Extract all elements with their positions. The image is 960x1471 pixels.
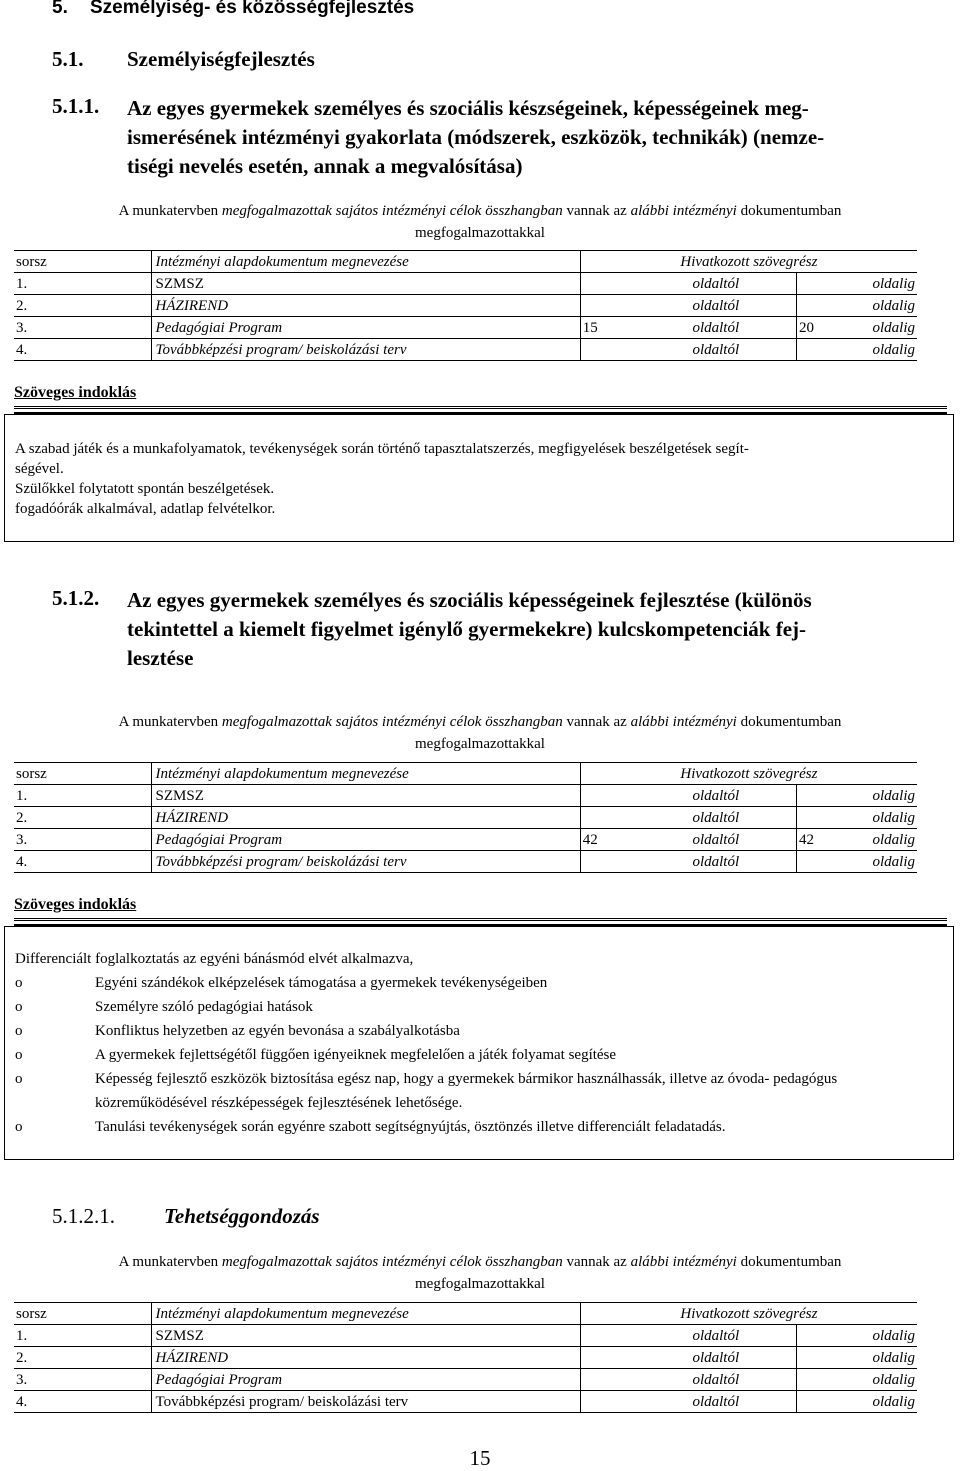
heading-5-1-2-number: 5.1.2. — [52, 586, 100, 610]
table-row: 1. SZMSZ oldaltól oldalig — [14, 785, 917, 807]
list-item: o A gyermekek fejlettségétől függően igényeiknek megfelelően a játék folyamat segítése — [15, 1047, 617, 1063]
reference-table-3 — [14, 1302, 917, 1413]
table-row: 3. Pedagógiai Program oldaltól oldalig — [14, 1369, 917, 1391]
heading-5-1-1-text: Az egyes gyermekek személyes és szociális készségeinek, képességeinek meg- ismerésének intézményi gyakorlata (módszerek, eszközök, technikák) (nemze- tiségi nevelés esetén, annak a megvalósítása) — [127, 96, 825, 178]
intro-text-1: A munkatervben megfogalmazottak sajátos intézményi célok összhangban vannak az alábbi intézményi dokumentumban megfogalmazottakkal — [118, 203, 842, 241]
list-item: o Konfliktus helyzetben az egyén bevonása a szabályalkotásba — [15, 1023, 460, 1039]
table-row: 3. Pedagógiai Program 42 oldaltól 42 oldalig — [14, 829, 917, 851]
heading-5-1-2-text: Az egyes gyermekek személyes és szociális képességeinek fejlesztése (különös tekintettel a kiemelt figyelmet igénylő gyermekekre) kulcskompetenciák fej- lesztése — [127, 588, 812, 670]
table-row: 4. Továbbképzési program/ beiskolázási terv oldaltól oldalig — [14, 851, 917, 873]
table-row: 4. Továbbképzési program/ beiskolázási terv oldaltól oldalig — [14, 1391, 917, 1413]
list-item: o Tanulási tevékenységek során egyénre szabott segítségnyújtás, ösztönzés illetve differenciált feladatadás. — [15, 1119, 726, 1135]
double-rule — [14, 918, 947, 923]
table-row: 2. HÁZIREND oldaltól oldalig — [14, 807, 917, 829]
table-header-row: sorsz Intézményi alapdokumentum megnevezése Hivatkozott szövegrész — [14, 1303, 917, 1325]
table-row: 2. HÁZIREND oldaltól oldalig — [14, 295, 917, 317]
table-header-row: sorsz Intézményi alapdokumentum megnevezése Hivatkozott szövegrész — [14, 763, 917, 785]
table-row: 4. Továbbképzési program/ beiskolázási terv oldaltól oldalig — [14, 339, 917, 361]
page-number: 15 — [469, 1446, 491, 1470]
indoklas-heading-2: Szöveges indoklás — [14, 896, 137, 913]
list-item: o Képesség fejlesztő eszközök biztosítása egész nap, hogy a gyermekek bármikor használhassák, illetve az óvoda- pedagógus közreműködésével részképességek fejlesztésének lehetősége. — [15, 1071, 838, 1111]
heading-5-1: 5.1. Személyiségfejlesztés — [52, 47, 315, 71]
heading-5-1-2-1: 5.1.2.1. Tehetséggondozás — [52, 1204, 320, 1228]
table-row: 2. HÁZIREND oldaltól oldalig — [14, 1347, 917, 1369]
table-row: 3. Pedagógiai Program 15 oldaltól 20 oldalig — [14, 317, 917, 339]
list-item: o Egyéni szándékok elképzelések támogatása a gyermekek tevékenységeiben — [15, 975, 548, 991]
heading-5-1-1-number: 5.1.1. — [52, 94, 100, 118]
intro-text-3: A munkatervben megfogalmazottak sajátos intézményi célok összhangban vannak az alábbi intézményi dokumentumban megfogalmazottakkal — [118, 1254, 842, 1292]
table-row: 1. SZMSZ oldaltól oldalig — [14, 1325, 917, 1347]
heading-5: 5. Személyiség- és közösségfejlesztés — [52, 0, 415, 18]
table-header-row: sorsz Intézményi alapdokumentum megnevezése Hivatkozott szövegrész — [14, 251, 917, 273]
list-item: o Személyre szóló pedagógiai hatások — [15, 999, 313, 1015]
reference-table-1 — [14, 250, 917, 361]
intro-text-2: A munkatervben megfogalmazottak sajátos intézményi célok összhangban vannak az alábbi intézményi dokumentumban megfogalmazottakkal — [118, 714, 842, 752]
reference-table-2 — [14, 762, 917, 873]
indoklas-box-2: Differenciált foglalkoztatás az egyéni bánásmód elvét alkalmazva, o Egyéni szándékok elképzelések támogatása a gyermekek tevékenységeiben o Személyre szóló pedagógiai hatások o Konfliktus helyzetben az egyén bevonása a szabályalkotásba o A gyermekek fejlettségétől függően igényeiknek megfelelően a játék folyamat segítése o Képesség fejlesztő eszközök biztosítása egész nap, hogy a gyermekek bármikor használhassák, illetve az óvoda- pedagógus közreműködésével részképességek fejlesztésének lehetősége. o Tanulási tevékenységek során egyénre szabott segítségnyújtás, ösztönzés illetve differenciált feladatadás. — [4, 926, 954, 1160]
table-row: 1. SZMSZ oldaltól oldalig — [14, 273, 917, 295]
indoklas-heading-1: Szöveges indoklás — [14, 384, 137, 401]
bullet-list — [15, 971, 943, 1139]
double-rule — [14, 406, 947, 411]
indoklas-box-1: A szabad játék és a munkafolyamatok, tevékenységek során történő tapasztalatszerzés, megfigyelések beszélgetések segít- ségével. Szülőkkel folytatott spontán beszélgetések. fogadóórák alkalmával, adatlap felvételkor. — [4, 414, 954, 542]
